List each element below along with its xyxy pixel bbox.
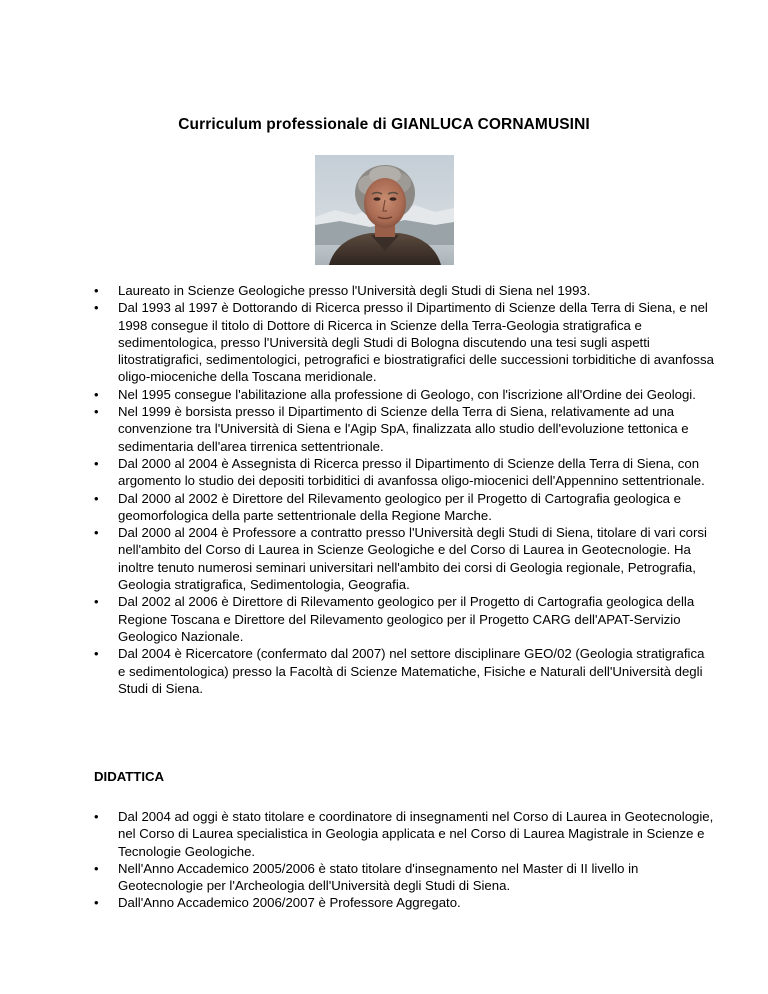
list-item: • Dal 1993 al 1997 è Dottorando di Ricerca presso il Dipartimento di Scienze della Terra di Siena, e nel 1998 consegue il titolo di Dottore di Ricerca in Scienze della Terra-Geologia stratigrafica e sedimentologica, presso l'Università degli Studi di Bologna discutendo una tesi sugli aspetti litostratigrafici, sedimentologici, petrografici e biostratigrafici delle successioni torbiditiche di avanfossa oligo-mioceniche della Toscana meridionale. <box>94 299 714 385</box>
list-item: • Dal 2004 è Ricercatore (confermato dal 2007) nel settore disciplinare GEO/02 (Geologia stratigrafica e sedimentologica) presso la Facoltà di Scienze Matematiche, Fisiche e Naturali dell'Università degli Studi di Siena. <box>94 645 714 697</box>
teaching-list <box>94 808 714 912</box>
section-title-didattica: DIDATTICA <box>94 769 165 784</box>
document-title: Curriculum professionale di GIANLUCA CORNAMUSINI <box>178 116 590 133</box>
portrait-photo <box>315 155 454 265</box>
list-item: • Dall'Anno Accademico 2006/2007 è Professore Aggregato. <box>94 894 714 911</box>
portrait-photo-icon <box>315 155 454 265</box>
bio-list <box>94 282 714 697</box>
list-item: • Dal 2004 ad oggi è stato titolare e coordinatore di insegnamenti nel Corso di Laurea in Geotecnologie, nel Corso di Laurea specialistica in Geologia applicata e nel Corso di Laurea Magistrale in Scienze e Tecnologie Geologiche. <box>94 808 714 860</box>
list-item: • Dal 2000 al 2004 è Professore a contratto presso l'Università degli Studi di Siena, titolare di vari corsi nell'ambito del Corso di Laurea in Scienze Geologiche e del Corso di Laurea in Geotecnologie. Ha inoltre tenuto numerosi seminari universitari nell'ambito dei corsi di Geologia regionale, Petrografia, Geologia stratigrafica, Sedimentologia, Geografia. <box>94 524 714 593</box>
list-item: • Nel 1999 è borsista presso il Dipartimento di Scienze della Terra di Siena, relativamente ad una convenzione tra l'Università di Siena e l'Agip SpA, finalizzata allo studio dell'evoluzione tettonica e sedimentaria dell'area tirrenica settentrionale. <box>94 403 714 455</box>
list-item: • Laureato in Scienze Geologiche presso l'Università degli Studi di Siena nel 1993. <box>94 282 714 299</box>
list-item: • Dal 2002 al 2006 è Direttore di Rilevamento geologico per il Progetto di Cartografia geologica della Regione Toscana e Direttore del Rilevamento geologico per il Progetto CARG dell'APAT-Servizio Geologico Nazionale. <box>94 593 714 645</box>
list-item: • Nell'Anno Accademico 2005/2006 è stato titolare d'insegnamento nel Master di II livello in Geotecnologie per l'Archeologia dell'Università degli Studi di Siena. <box>94 860 714 895</box>
list-item: • Dal 2000 al 2004 è Assegnista di Ricerca presso il Dipartimento di Scienze della Terra di Siena, con argomento lo studio dei depositi torbiditici di avanfossa oligo-miocenici dell'Appennino settentrionale. <box>94 455 714 490</box>
list-item: • Dal 2000 al 2002 è Direttore del Rilevamento geologico per il Progetto di Cartografia geologica e geomorfologica della parte settentrionale della Regione Marche. <box>94 490 714 525</box>
list-item: • Nel 1995 consegue l'abilitazione alla professione di Geologo, con l'iscrizione all'Ordine dei Geologi. <box>94 386 714 403</box>
